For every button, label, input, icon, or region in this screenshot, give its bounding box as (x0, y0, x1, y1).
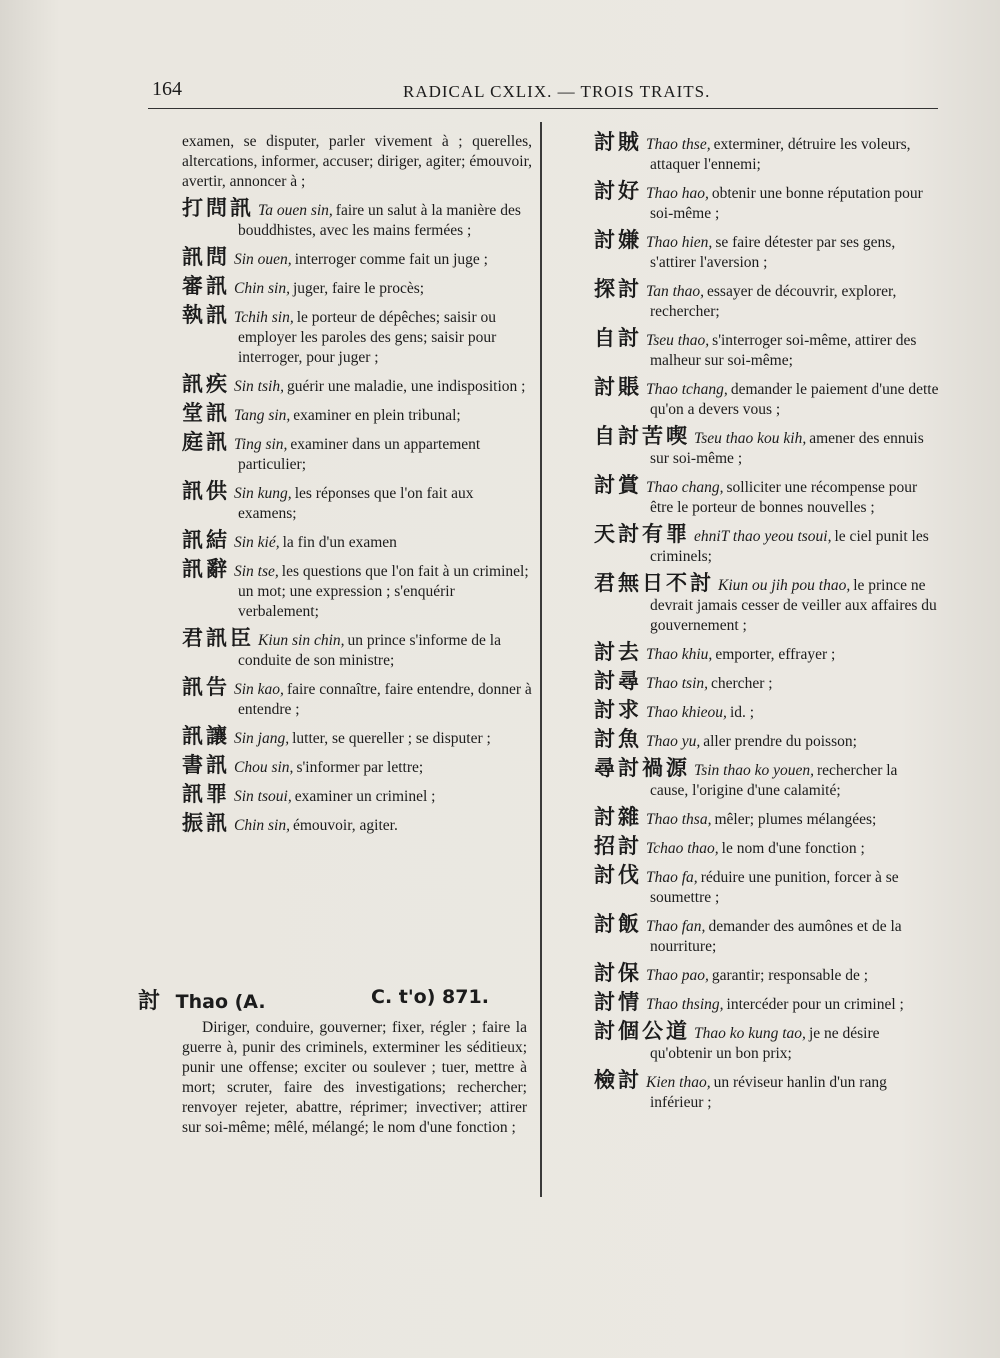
dictionary-entry (594, 475, 939, 518)
entry-romanization: ehniT thao yeou tsoui, (694, 528, 832, 545)
dictionary-entry (594, 963, 939, 986)
entry-characters: 君無日不討 (594, 571, 714, 595)
entry-romanization: Sin kié, (234, 534, 280, 551)
dictionary-entry (594, 671, 939, 694)
dictionary-entry (594, 377, 939, 420)
entry-definition: émouvoir, agiter. (292, 817, 398, 834)
entry-definition: solliciter une récompense pour être le porteur de bonnes nouvelles ; (650, 479, 918, 516)
dictionary-entry (182, 628, 532, 671)
entry-characters: 討嫌 (594, 228, 642, 252)
entry-romanization: Tseu thao, (646, 332, 710, 349)
entry-definition: id. ; (729, 704, 755, 721)
entry-characters: 討飯 (594, 912, 642, 936)
dictionary-entry (182, 432, 532, 475)
entry-romanization: Tang sin, (234, 407, 291, 424)
dictionary-entry (594, 865, 939, 908)
entry-romanization: Thao ko kung tao, (694, 1025, 806, 1042)
heading-code: C. t'o) 871. (371, 986, 489, 1008)
dictionary-entry (182, 481, 532, 524)
entry-definition: emporter, effrayer ; (715, 646, 836, 663)
intro-paragraph: examen, se disputer, parler vivement à ; querelles, altercations, informer, accuser; diriger, agiter; émouvoir, avertir, annoncer à ; (182, 133, 532, 190)
dictionary-entry (594, 836, 939, 859)
dictionary-entry (594, 328, 939, 371)
entry-definition: exterminer, détruire les voleurs, attaquer l'ennemi; (650, 136, 911, 173)
entry-romanization: Thao khieou, (646, 704, 727, 721)
entry-romanization: Thao pao, (646, 967, 709, 984)
entry-romanization: Thao thsa, (646, 811, 712, 828)
dictionary-entry (594, 132, 939, 175)
entry-characters: 討雜 (594, 805, 642, 829)
dictionary-entry (594, 914, 939, 957)
dictionary-entry (594, 181, 939, 224)
dictionary-entry (594, 426, 939, 469)
entry-romanization: Thao tchang, (646, 381, 728, 398)
entry-characters: 討去 (594, 640, 642, 664)
entry-characters: 討賞 (594, 473, 642, 497)
entry-romanization: Ting sin, (234, 436, 288, 453)
entry-definition: amener des ennuis sur soi-même ; (650, 430, 924, 467)
dictionary-entry (594, 1021, 939, 1064)
entry-romanization: Kiun sin chin, (258, 632, 345, 649)
entry-romanization: Chin sin, (234, 817, 290, 834)
entry-definition: mêler; plumes mélangées; (714, 811, 877, 828)
entry-characters: 振訊 (182, 811, 230, 835)
heading-definition: Diriger, conduire, gouverner; fixer, régler ; faire la guerre à, punir des criminels, exterminer les séditieux; punir une offense; exciter ou soulever ; tuer, mettre à mort; scruter, faire des investigations; rechercher; renvoyer rejeter, abattre, réprimer; invectiver; attirer sur soi-même; mêlé, mélangé; le nom d'une fonction ; (182, 1019, 527, 1136)
entry-characters: 探討 (594, 277, 642, 301)
entry-romanization: Thao hao, (646, 185, 709, 202)
dictionary-entry (594, 700, 939, 723)
entry-romanization: Sin jang, (234, 730, 290, 747)
entry-characters: 討尋 (594, 669, 642, 693)
left-entry-list (182, 198, 532, 836)
entry-definition: examiner en plein tribunal; (293, 407, 461, 424)
entry-characters: 訊罪 (182, 782, 230, 806)
dictionary-entry (182, 677, 532, 720)
entry-characters: 討個公道 (594, 1019, 690, 1043)
dictionary-entry (594, 279, 939, 322)
entry-romanization: Thao fa, (646, 869, 698, 886)
dictionary-entry (182, 784, 532, 807)
entry-characters: 討求 (594, 698, 642, 722)
entry-characters: 討魚 (594, 727, 642, 751)
entry-definition: demander le paiement d'une dette qu'on a devers vous ; (650, 381, 939, 418)
entry-definition: les questions que l'on fait à un criminel; un mot; une expression ; s'enquérir verbalement; (238, 563, 529, 620)
left-column (182, 132, 532, 842)
dictionary-entry (594, 729, 939, 752)
entry-characters: 討情 (594, 990, 642, 1014)
entry-romanization: Chou sin, (234, 759, 294, 776)
entry-romanization: Sin tse, (234, 563, 279, 580)
entry-characters: 檢討 (594, 1068, 642, 1092)
entry-characters: 討好 (594, 179, 642, 203)
entry-definition: examiner dans un appartement particulier; (238, 436, 481, 473)
entry-romanization: Thao hien, (646, 234, 713, 251)
entry-romanization: Kiun ou jih pou thao, (718, 577, 851, 594)
dictionary-entry (182, 559, 532, 622)
entry-characters: 討保 (594, 961, 642, 985)
dictionary-entry (594, 230, 939, 273)
entry-romanization: Kien thao, (646, 1074, 711, 1091)
entry-definition: un réviseur hanlin d'un rang inférieur ; (650, 1074, 887, 1111)
entry-romanization: Sin tsoui, (234, 788, 292, 805)
entry-romanization: Thao khiu, (646, 646, 713, 663)
entry-characters: 執訊 (182, 303, 230, 327)
entry-characters: 自討苦喫 (594, 424, 690, 448)
dictionary-entry (594, 642, 939, 665)
entry-definition: je ne désire qu'obtenir un bon prix; (650, 1025, 880, 1062)
dictionary-entry (182, 813, 532, 836)
dictionary-entry (594, 807, 939, 830)
dictionary-entry (182, 726, 532, 749)
entry-romanization: Tan thao, (646, 283, 705, 300)
entry-characters: 招討 (594, 834, 642, 858)
entry-characters: 訊讓 (182, 724, 230, 748)
entry-romanization: Sin kung, (234, 485, 292, 502)
entry-definition: réduire une punition, forcer à se soumettre ; (650, 869, 899, 906)
dictionary-entry (182, 305, 532, 368)
entry-romanization: Sin tsih, (234, 378, 284, 395)
entry-characters: 討賬 (594, 375, 642, 399)
entry-characters: 尋討禍源 (594, 756, 690, 780)
entry-definition: s'informer par lettre; (296, 759, 424, 776)
heading-character: 討 (138, 989, 164, 1014)
entry-characters: 討賊 (594, 130, 642, 154)
entry-definition: garantir; responsable de ; (711, 967, 869, 984)
entry-characters: 訊供 (182, 479, 230, 503)
entry-definition: le porteur de dépêches; saisir ou employer les paroles des gens; saisir pour interroger, pour juger ; (238, 309, 497, 366)
dictionary-entry (182, 198, 532, 241)
entry-romanization: Tchao thao, (646, 840, 719, 857)
right-column (594, 132, 939, 1119)
right-entry-list (594, 132, 939, 1113)
dictionary-entry (594, 573, 939, 636)
entry-definition: le ciel punit les criminels; (650, 528, 929, 565)
dictionary-entry (182, 247, 532, 270)
entry-definition: intercéder pour un criminel ; (726, 996, 904, 1013)
entry-characters: 訊辭 (182, 557, 230, 581)
dictionary-entry (594, 992, 939, 1015)
dictionary-entry (182, 374, 532, 397)
dictionary-entry (594, 758, 939, 801)
entry-characters: 討伐 (594, 863, 642, 887)
entry-romanization: Ta ouen sin, (258, 202, 333, 219)
entry-characters: 訊結 (182, 528, 230, 552)
entry-characters: 訊告 (182, 675, 230, 699)
page-number: 164 (152, 78, 182, 100)
heading-word: Thao (A. (175, 991, 266, 1013)
column-divider (540, 122, 542, 1197)
entry-characters: 天討有罪 (594, 522, 690, 546)
entry-romanization: Sin kao, (234, 681, 284, 698)
dictionary-entry (182, 530, 532, 553)
entry-characters: 自討 (594, 326, 642, 350)
entry-definition: obtenir une bonne réputation pour soi-même ; (650, 185, 923, 222)
entry-romanization: Thao chang, (646, 479, 724, 496)
entry-definition: essayer de découvrir, explorer, rechercher; (650, 283, 897, 320)
entry-characters: 審訊 (182, 274, 230, 298)
running-head: RADICAL CXLIX. — TROIS TRAITS. (403, 82, 711, 101)
entry-characters: 打問訊 (182, 196, 254, 220)
dictionary-entry (594, 1070, 939, 1113)
entry-romanization: Chin sin, (234, 280, 290, 297)
entry-characters: 庭訊 (182, 430, 230, 454)
entry-definition: interroger comme fait un juge ; (294, 251, 488, 268)
dictionary-entry (182, 276, 532, 299)
entry-definition: la fin d'un examen (282, 534, 397, 551)
entry-characters: 訊疾 (182, 372, 230, 396)
entry-characters: 訊問 (182, 245, 230, 269)
entry-romanization: Tseu thao kou kih, (694, 430, 807, 447)
entry-definition: faire un salut à la manière des bouddhistes, avec les mains fermées ; (238, 202, 521, 239)
dictionary-entry (182, 403, 532, 426)
entry-definition: le nom d'une fonction ; (721, 840, 865, 857)
entry-romanization: Thao thsing, (646, 996, 724, 1013)
entry-definition: rechercher la cause, l'origine d'une calamité; (650, 762, 898, 799)
entry-definition: chercher ; (711, 675, 773, 692)
entry-romanization: Thao yu, (646, 733, 701, 750)
entry-romanization: Tsin thao ko youen, (694, 762, 814, 779)
entry-definition: lutter, se quereller ; se disputer ; (292, 730, 491, 747)
entry-romanization: Thao tsin, (646, 675, 709, 692)
dictionary-entry (594, 524, 939, 567)
entry-heading (138, 984, 538, 1015)
entry-definition: guérir une maladie, une indisposition ; (286, 378, 526, 395)
entry-definition: aller prendre du poisson; (703, 733, 857, 750)
entry-definition: juger, faire le procès; (292, 280, 425, 297)
entry-definition: demander des aumônes et de la nourriture; (650, 918, 902, 955)
entry-characters: 君訊臣 (182, 626, 254, 650)
entry-definition: un prince s'informe de la conduite de son ministre; (238, 632, 501, 669)
entry-characters: 書訊 (182, 753, 230, 777)
entry-definition: les réponses que l'on fait aux examens; (238, 485, 474, 522)
entry-definition: examiner un criminel ; (294, 788, 436, 805)
entry-characters: 堂訊 (182, 401, 230, 425)
entry-romanization: Sin ouen, (234, 251, 292, 268)
entry-romanization: Thao thse, (646, 136, 711, 153)
entry-romanization: Thao fan, (646, 918, 706, 935)
entry-definition: s'interroger soi-même, attirer des malheur sur soi-même; (650, 332, 917, 369)
entry-definition: faire connaître, faire entendre, donner à entendre ; (238, 681, 532, 718)
entry-definition: se faire détester par ses gens, s'attirer l'aversion ; (650, 234, 896, 271)
entry-romanization: Tchih sin, (234, 309, 294, 326)
dictionary-entry (182, 755, 532, 778)
page-header (148, 78, 938, 109)
entry-definition: le prince ne devrait jamais cesser de veiller aux affaires du gouvernement ; (650, 577, 937, 634)
